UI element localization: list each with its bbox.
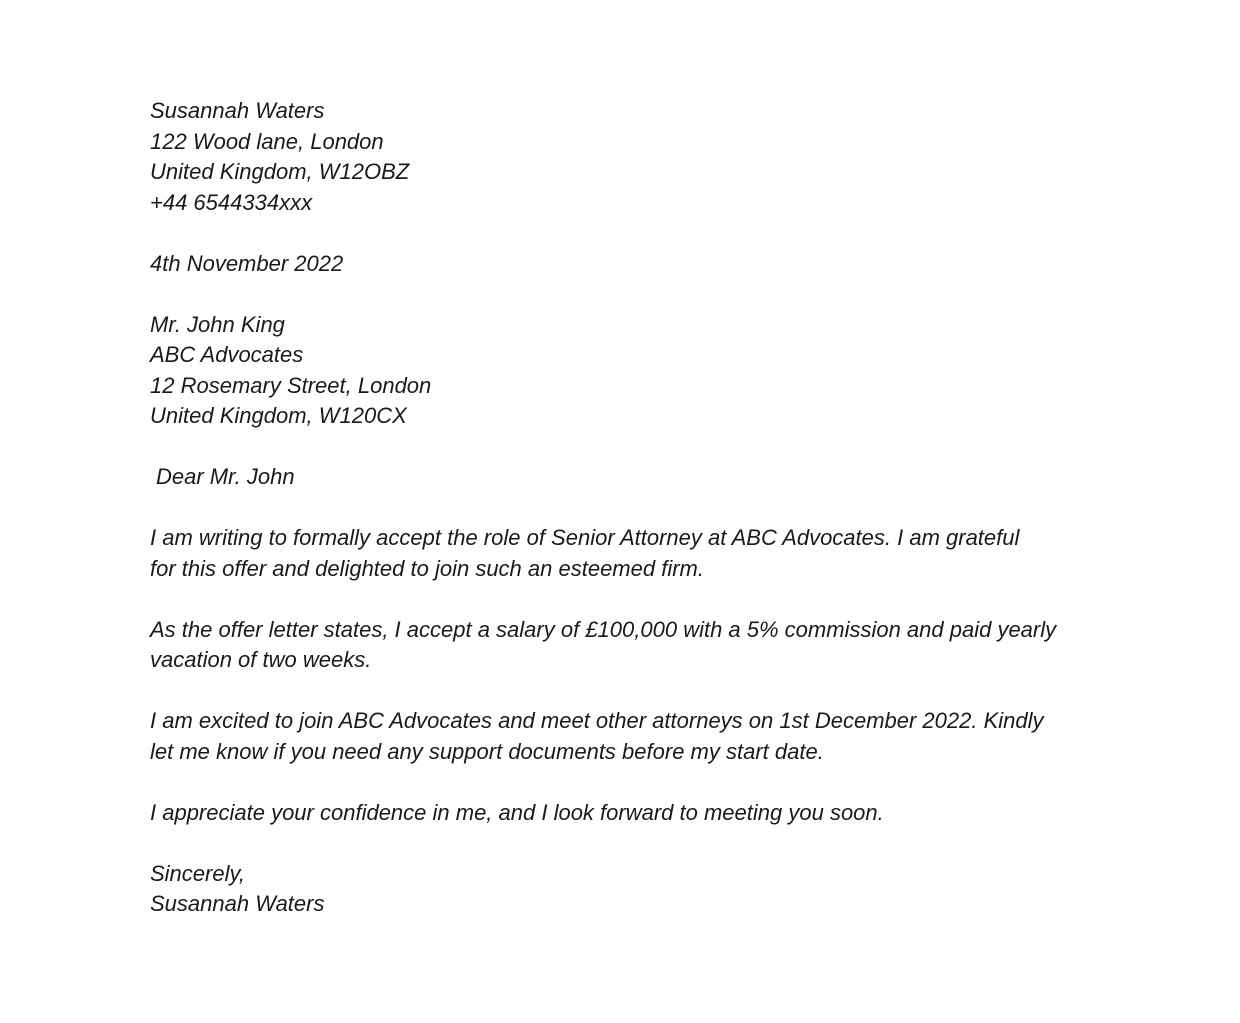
body-paragraph-1 — [150, 523, 1110, 584]
body-paragraph-2 — [150, 615, 1110, 676]
paragraph-line: vacation of two weeks. — [150, 647, 372, 672]
spacer — [150, 828, 1110, 859]
spacer — [150, 767, 1110, 798]
spacer — [150, 676, 1110, 707]
letter-date: 4th November 2022 — [150, 250, 344, 276]
closing-block — [150, 859, 1110, 920]
letter-page — [150, 96, 1110, 920]
body-paragraph-3 — [150, 706, 1110, 767]
spacer — [150, 493, 1110, 524]
paragraph-line: let me know if you need any support documents before my start date. — [150, 738, 824, 764]
recipient-address-line2: United Kingdom, W120CX — [150, 403, 407, 428]
sender-phone: +44 6544334xxx — [150, 189, 313, 215]
signature-name: Susannah Waters — [150, 891, 325, 916]
spacer — [150, 279, 1110, 310]
paragraph-line: I appreciate your confidence in me, and I look forward to meeting you soon. — [150, 799, 884, 825]
paragraph-line: As the offer letter states, I accept a salary of £100,000 with a 5% commission and paid yearly — [150, 616, 1057, 642]
paragraph-line: for this offer and delighted to join such an esteemed firm. — [150, 555, 704, 581]
recipient-block — [150, 310, 1110, 432]
sign-off: Sincerely, — [150, 860, 245, 886]
paragraph-line: I am excited to join ABC Advocates and meet other attorneys on 1st December 2022. Kindly — [150, 708, 1044, 733]
spacer — [150, 218, 1110, 249]
body-paragraph-4 — [150, 798, 1110, 829]
sender-address-line2: United Kingdom, W12OBZ — [150, 159, 410, 184]
sender-name: Susannah Waters — [150, 98, 325, 123]
salutation-block — [150, 462, 1110, 493]
paragraph-line: I am writing to formally accept the role of Senior Attorney at ABC Advocates. I am grateful — [150, 525, 1020, 550]
sender-block — [150, 96, 1110, 218]
recipient-name: Mr. John King — [150, 311, 285, 337]
date-block — [150, 249, 1110, 280]
spacer — [150, 432, 1110, 463]
salutation: Dear Mr. John — [156, 464, 295, 489]
recipient-company: ABC Advocates — [150, 342, 304, 367]
recipient-address-line1: 12 Rosemary Street, London — [150, 372, 432, 398]
spacer — [150, 584, 1110, 615]
sender-address-line1: 122 Wood lane, London — [150, 128, 384, 154]
